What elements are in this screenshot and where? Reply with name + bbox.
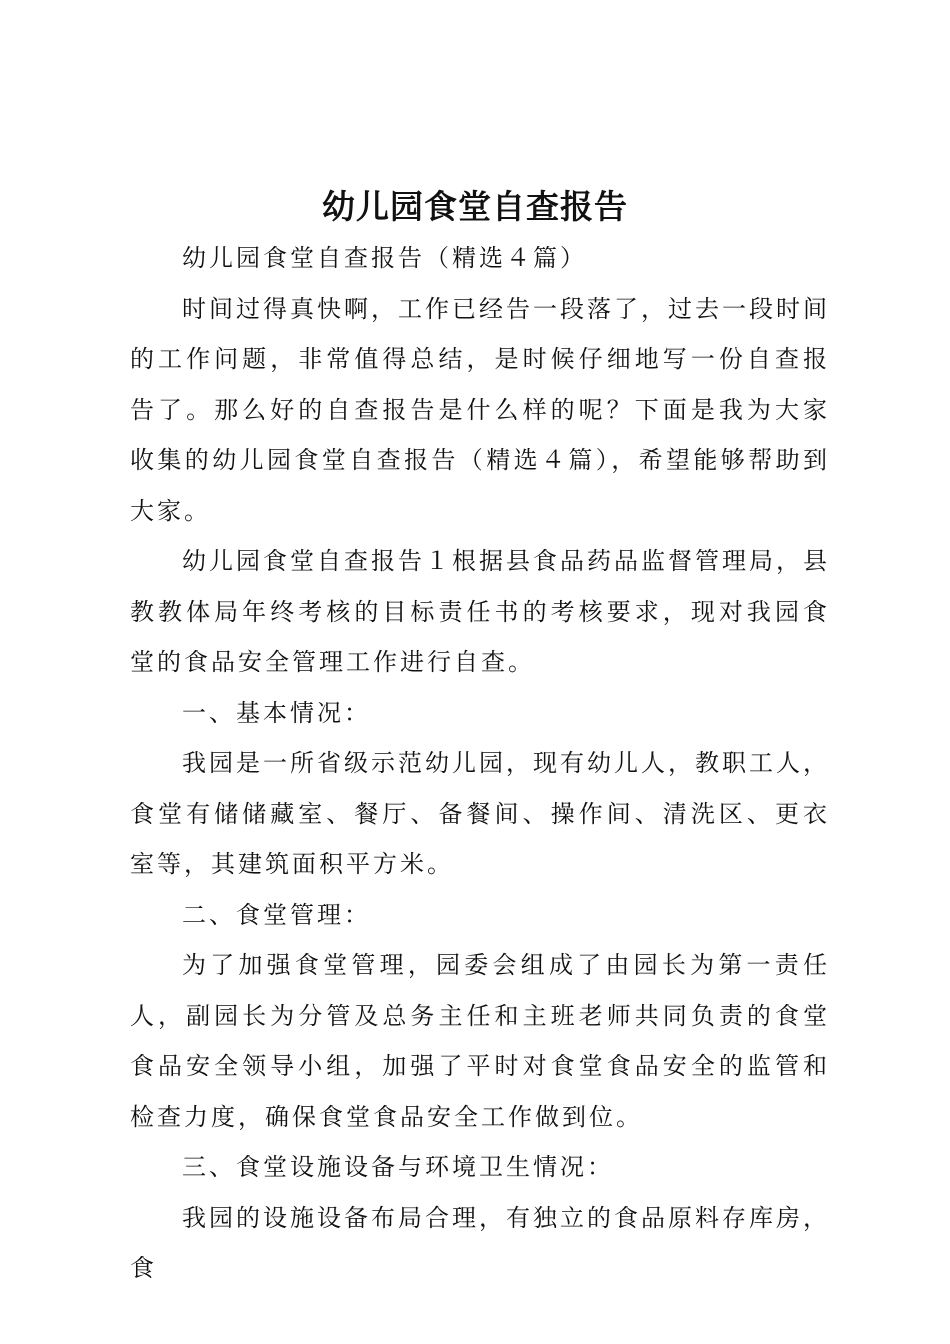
- section-heading-canteen-management: 二、食堂管理：: [182, 900, 371, 929]
- document-body: [130, 233, 830, 1294]
- section-heading-facilities-hygiene: 三、食堂设施设备与环境卫生情况：: [182, 1153, 614, 1181]
- paragraph-facilities-hygiene: 我园的设施设备布局合理，有独立的食品原料存库房，食: [130, 1203, 830, 1282]
- paragraph-intro: 时间过得真快啊，工作已经告一段落了，过去一段时间的工作问题，非常值得总结，是时候仔细地写一份自查报告了。那么好的自查报告是什么样的呢？下面是我为大家收集的幼儿园食堂自查报告（精选４篇），希望能够帮助到大家。: [130, 294, 830, 525]
- paragraph-canteen-management: 为了加强食堂管理，园委会组成了由园长为第一责任人，副园长为分管及总务主任和主班老师共同负责的食堂食品安全领导小组，加强了平时对食堂食品安全的监管和检查力度，确保食堂食品安全工作做到位。: [130, 951, 830, 1131]
- document-title: 幼儿园食堂自查报告: [322, 187, 628, 226]
- paragraph-report-1-opening: 幼儿园食堂自查报告１根据县食品药品监督管理局，县教教体局年终考核的目标责任书的考核要求，现对我园食堂的食品安全管理工作进行自查。: [130, 547, 830, 676]
- paragraph-subtitle: 幼儿园食堂自查报告（精选４篇）: [182, 244, 587, 272]
- paragraph-basic-situation: 我园是一所省级示范幼儿园，现有幼儿人，教职工人，食堂有储储藏室、餐厅、备餐间、操作间、清洗区、更衣室等，其建筑面积平方米。: [130, 749, 830, 878]
- section-heading-basic-situation: 一、基本情况：: [182, 698, 371, 727]
